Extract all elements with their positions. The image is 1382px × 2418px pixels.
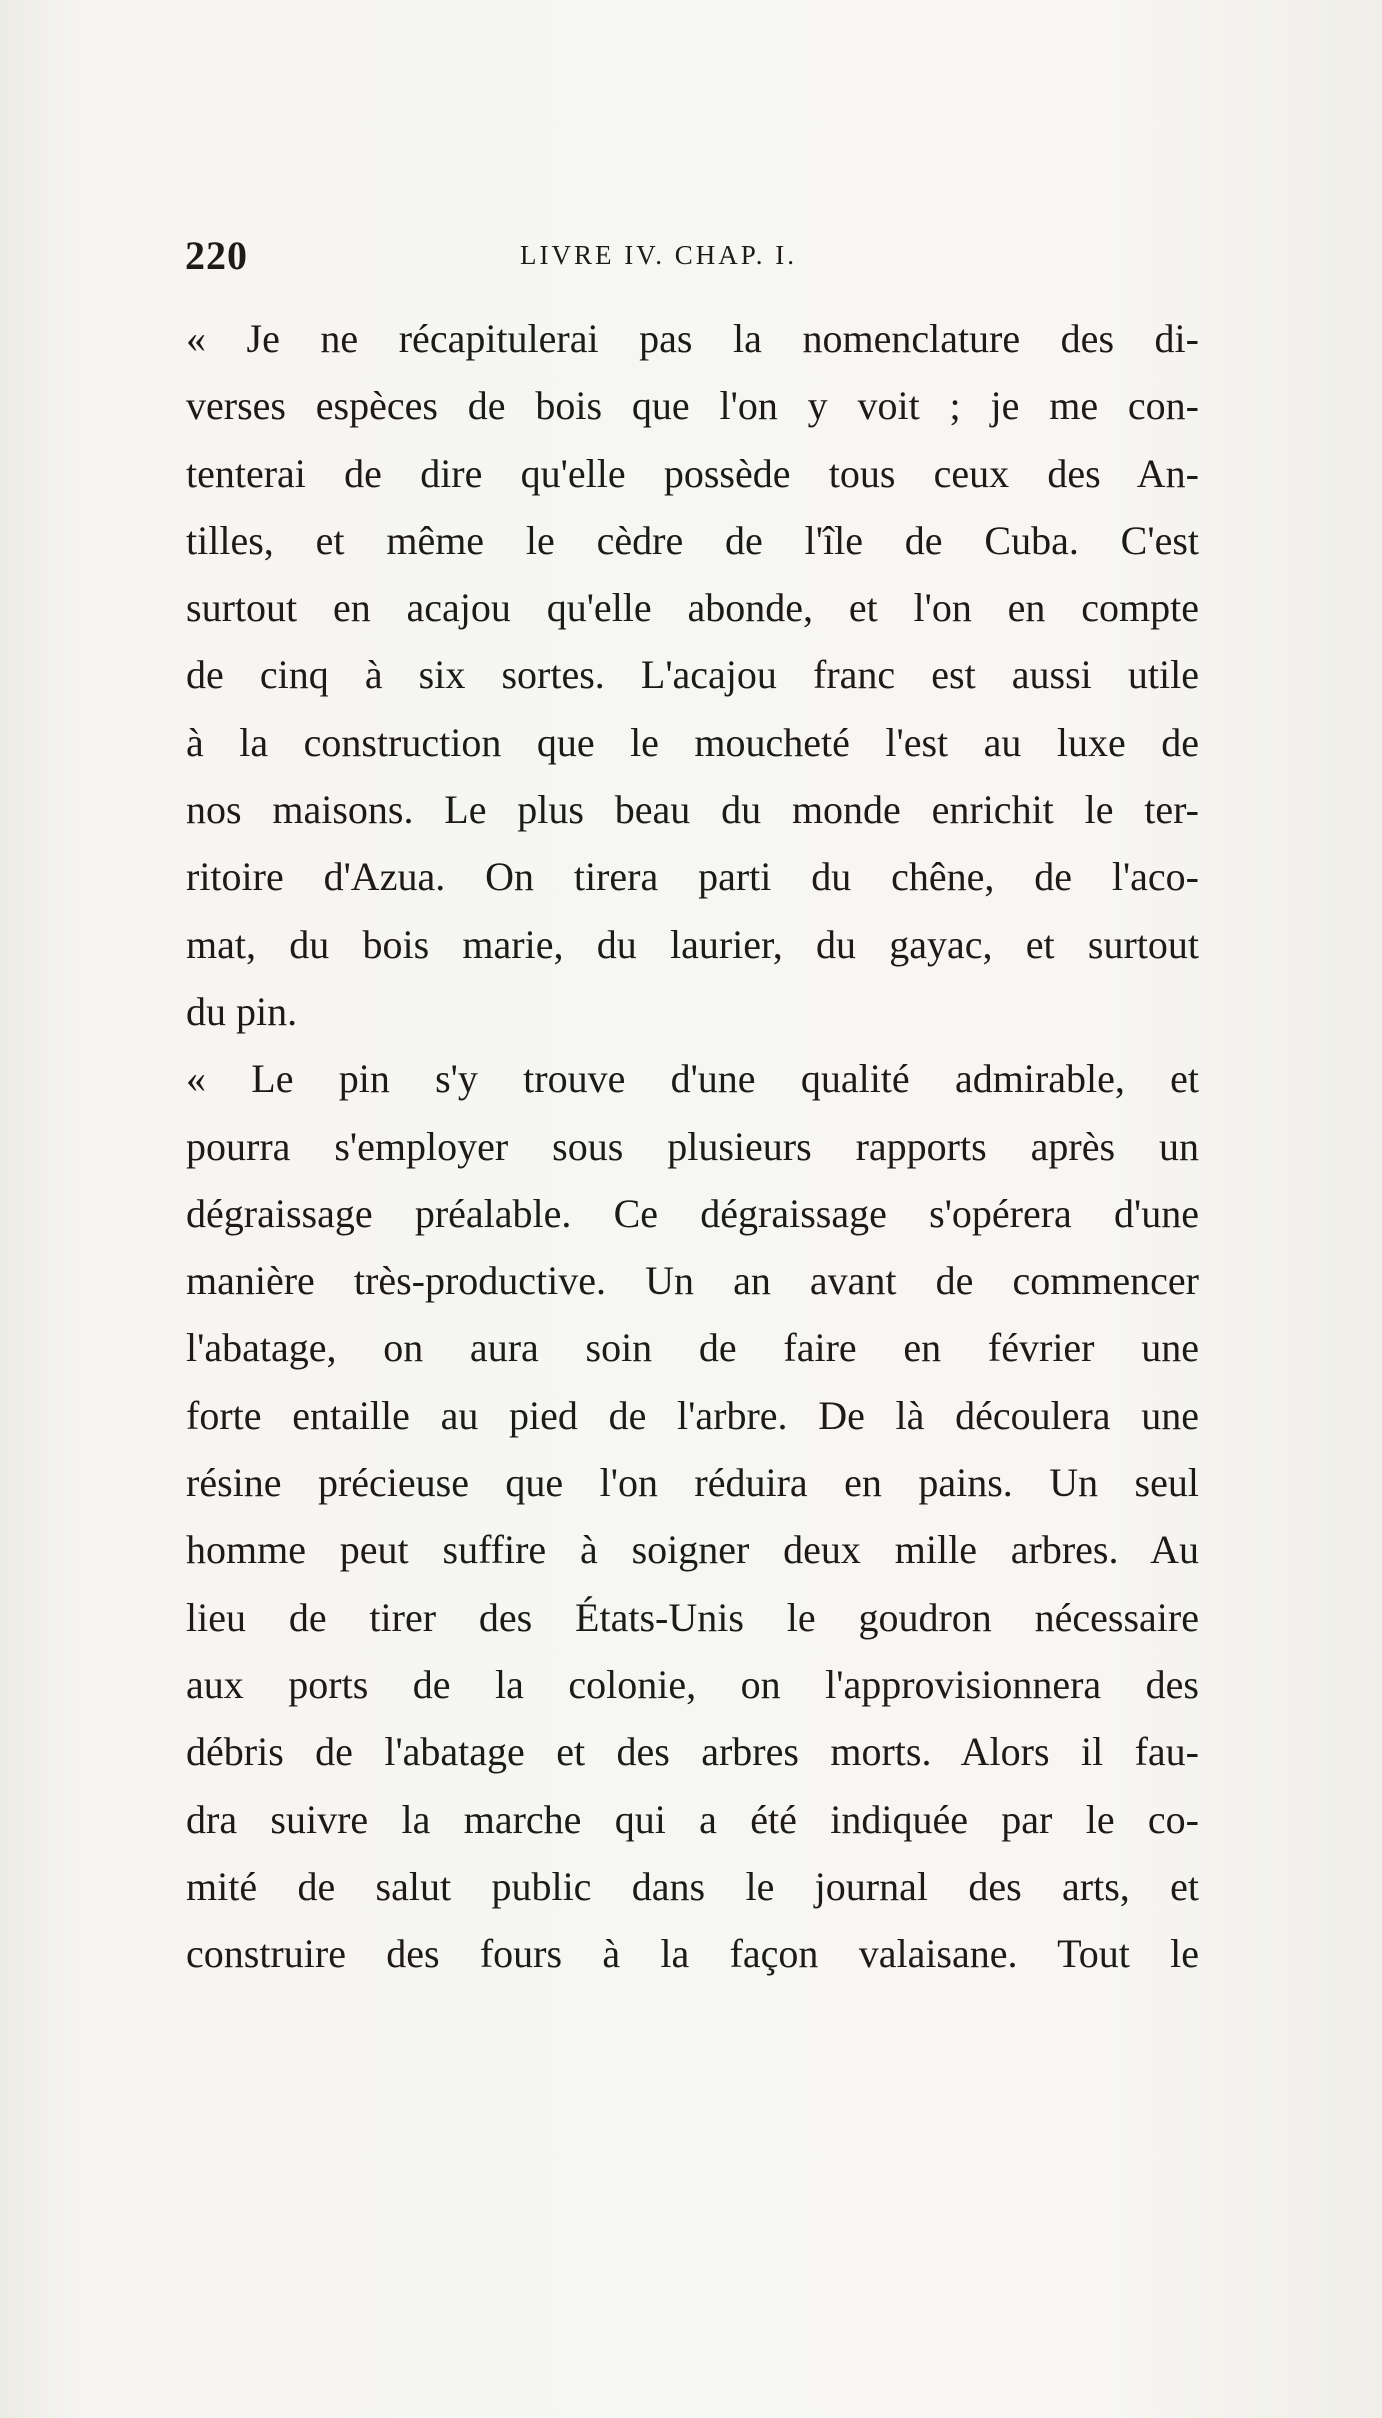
body-text	[186, 305, 1199, 1987]
paragraph	[186, 1045, 1199, 1987]
running-head: LIVRE IV. CHAP. I.	[520, 240, 798, 270]
text-line: à la construction que le moucheté l'est au luxe de	[186, 719, 1199, 765]
text-line: résine précieuse que l'on réduira en pains. Un seul	[186, 1460, 1199, 1506]
text-line: « Je ne récapitulerai pas la nomenclature des di-	[186, 316, 1199, 361]
text-line: l'abatage, on aura soin de faire en février une	[186, 1325, 1199, 1371]
text-line: homme peut suffire à soigner deux mille arbres. Au	[186, 1527, 1199, 1573]
text-line: tilles, et même le cèdre de l'île de Cuba. C'est	[186, 517, 1199, 563]
text-line: mat, du bois marie, du laurier, du gayac, et surtout	[186, 921, 1199, 967]
text-line: surtout en acajou qu'elle abonde, et l'on en compte	[186, 585, 1199, 631]
text-line: forte entaille au pied de l'arbre. De là découlera une	[186, 1392, 1199, 1438]
page-number: 220	[185, 233, 248, 278]
text-line: débris de l'abatage et des arbres morts. Alors il fau-	[186, 1729, 1199, 1775]
page-header	[185, 232, 1195, 292]
text-line: verses espèces de bois que l'on y voit ; je me con-	[186, 383, 1199, 429]
text-line: de cinq à six sortes. L'acajou franc est aussi utile	[186, 652, 1199, 698]
text-line: manière très-productive. Un an avant de commencer	[186, 1258, 1199, 1304]
text-line: pourra s'employer sous plusieurs rapports après un	[186, 1123, 1199, 1169]
paragraph	[186, 305, 1199, 1045]
text-line: tenterai de dire qu'elle possède tous ceux des An-	[186, 450, 1199, 496]
text-line: aux ports de la colonie, on l'approvisionnera des	[186, 1661, 1199, 1707]
text-line: dégraissage préalable. Ce dégraissage s'opérera d'une	[186, 1190, 1199, 1236]
text-line: construire des fours à la façon valaisane. Tout le	[186, 1931, 1199, 1977]
text-line: « Le pin s'y trouve d'une qualité admirable, et	[186, 1056, 1199, 1102]
text-line: nos maisons. Le plus beau du monde enrichit le ter-	[186, 787, 1199, 833]
text-line: dra suivre la marche qui a été indiquée par le co-	[186, 1796, 1199, 1842]
text-line: lieu de tirer des États-Unis le goudron nécessaire	[186, 1594, 1199, 1640]
text-line: mité de salut public dans le journal des arts, et	[186, 1863, 1199, 1909]
text-line: du pin.	[186, 988, 298, 1034]
text-line: ritoire d'Azua. On tirera parti du chêne, de l'aco-	[186, 854, 1199, 900]
